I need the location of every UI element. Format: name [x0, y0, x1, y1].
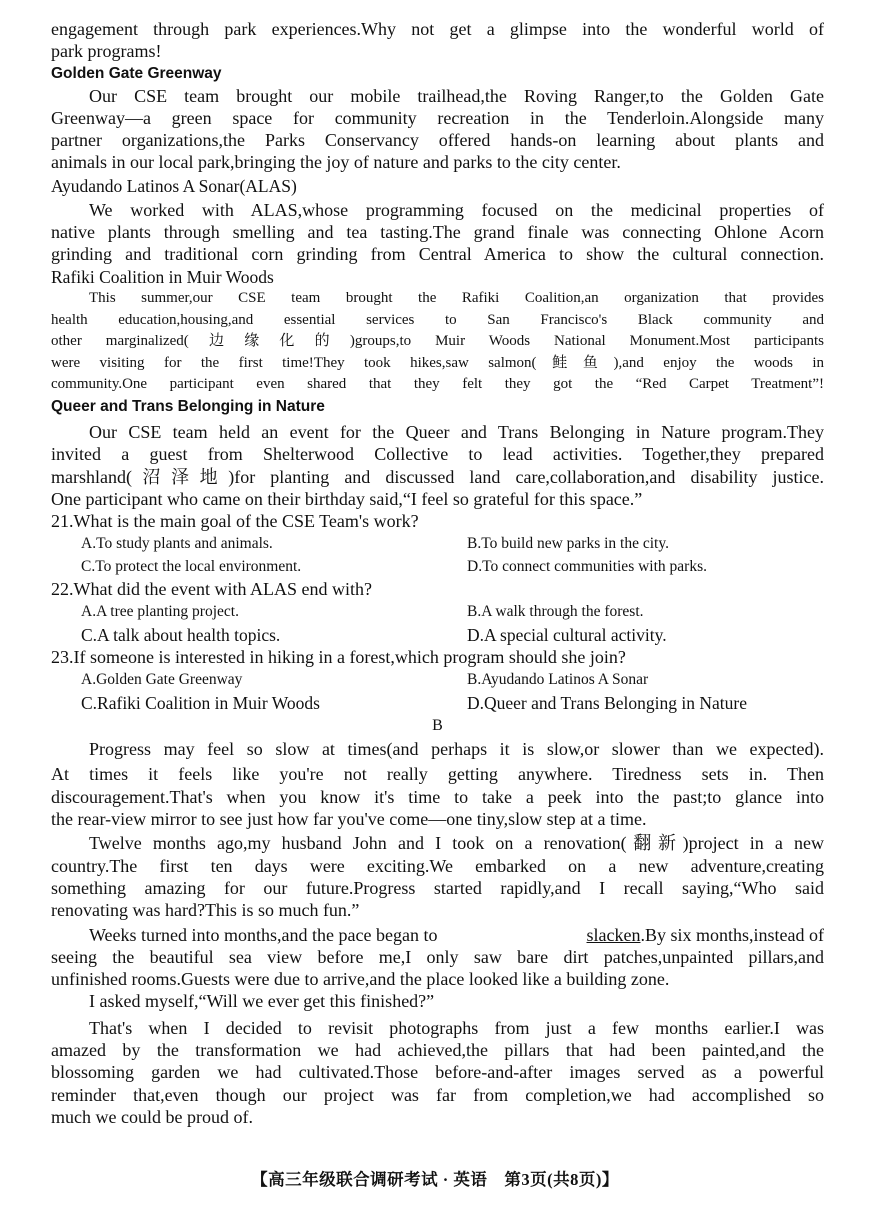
passage-b — [51, 738, 824, 1128]
text-line: I asked myself,“Will we ever get this finished?” — [89, 991, 435, 1012]
text-line: grinding and traditional corn grinding from Central America to show the cultural connection. — [51, 244, 824, 265]
underlined-word: slacken — [586, 924, 641, 945]
text-line: This summer,our CSE team brought the Rafiki Coalition,an organization that provides — [89, 289, 824, 306]
exam-page — [51, 18, 824, 1128]
question-stem: 21.What is the main goal of the CSE Team's work? — [51, 511, 419, 532]
text-line: animals in our local park,bringing the joy of nature and parks to the city center. — [51, 152, 621, 173]
intro-paragraph — [51, 18, 824, 63]
option-row — [51, 533, 824, 556]
text-line: invited a guest from Shelterwood Collective to lead activities. Together,they prepared — [51, 444, 824, 465]
section-heading: Rafiki Coalition in Muir Woods — [51, 266, 274, 287]
option-b: B.To build new parks in the city. — [467, 535, 669, 553]
text-line: blossoming garden we had cultivated.Those before-and-after images served as a powerful — [51, 1062, 824, 1083]
section-heading: Golden Gate Greenway — [51, 64, 222, 82]
option-a: A.A tree planting project. — [81, 603, 239, 621]
text-line: One participant who came on their birthday said,“I feel so grateful for this space.” — [51, 488, 643, 509]
option-row — [51, 601, 824, 624]
option-d: D.Queer and Trans Belonging in Nature — [467, 692, 747, 713]
paragraph — [51, 990, 824, 1012]
text-fragment: Weeks turned into months,and the pace began to — [89, 924, 438, 945]
paragraph — [51, 738, 824, 830]
text-line: the rear-view mirror to see just how far you've come—one tiny,slow step at a time. — [51, 809, 647, 830]
text-line: other marginalized(边缘化的)groups,to Muir Woods National Monument.Most participants — [51, 333, 824, 350]
text-line: marshland(沼泽地)for planting and discussed land care,collaboration,and disability justice. — [51, 466, 824, 487]
text-line: Our CSE team brought our mobile trailhead,the Roving Ranger,to the Golden Gate — [89, 85, 824, 106]
text-line: At times it feels like you're not really getting anywhere. Tiredness sets in. Then — [51, 764, 824, 785]
section-queer-trans — [51, 396, 824, 510]
text-line: something amazing for our future.Progress started rapidly,and I recall saying,“Who said — [51, 877, 824, 898]
option-a: A.To study plants and animals. — [81, 535, 273, 553]
text-line: partner organizations,the Parks Conservancy offered hands-on learning about plants and — [51, 130, 824, 151]
question-21 — [51, 510, 824, 578]
option-d: D.A special cultural activity. — [467, 624, 667, 645]
option-row — [51, 556, 824, 579]
text-line: engagement through park experiences.Why not get a glimpse into the wonderful world of — [51, 19, 824, 39]
option-row — [51, 669, 824, 692]
text-line: Progress may feel so slow at times(and perhaps it is slow,or slower than we expected). — [89, 739, 824, 760]
text-line: Greenway—a green space for community recreation in the Tenderloin.Alongside many — [51, 107, 824, 128]
text-line: That's when I decided to revisit photographs from just a few months earlier.I was — [89, 1017, 824, 1038]
section-heading: Queer and Trans Belonging in Nature — [51, 397, 325, 415]
paragraph — [51, 924, 824, 991]
text-line: community.One participant even shared that they felt they got the “Red Carpet Treatment”! — [51, 376, 824, 393]
text-line: much we could be proud of. — [51, 1106, 253, 1127]
text-line: We worked with ALAS,whose programming focused on the medicinal properties of — [89, 199, 824, 220]
question-22 — [51, 578, 824, 646]
option-a: A.Golden Gate Greenway — [81, 671, 243, 689]
option-b: B.A walk through the forest. — [467, 603, 644, 621]
text-line: native plants through smelling and tea tasting.The grand finale was connecting Ohlone Acorn — [51, 222, 824, 243]
text-fragment — [587, 924, 824, 946]
text-line: park programs! — [51, 41, 162, 62]
text-line: health education,housing,and essential services to San Francisco's Black community and — [51, 311, 824, 328]
section-alas — [51, 174, 824, 266]
text-line: Our CSE team held an event for the Queer and Trans Belonging in Nature program.They — [89, 421, 824, 442]
page-footer: 【高三年级联合调研考试 · 英语 第3页(共8页)】 — [251, 1170, 619, 1189]
text-line: amazed by the transformation we had achieved,the pillars that had been painted,and the — [51, 1039, 824, 1060]
text-line — [51, 924, 824, 946]
option-d: D.To connect communities with parks. — [467, 557, 707, 575]
text-line: were visiting for the first time!They took hikes,saw salmon(鲑鱼),and enjoy the woods in — [51, 354, 824, 371]
option-row — [51, 692, 824, 715]
paragraph — [51, 832, 824, 921]
text-line: discouragement.That's when you know it's time to take a peek into the past;to glance into — [51, 786, 824, 807]
text-line: renovating was hard?This is so much fun.” — [51, 900, 360, 921]
text-fragment: .By six months,instead of — [640, 924, 824, 945]
option-c: C.Rafiki Coalition in Muir Woods — [81, 692, 320, 713]
section-heading: Ayudando Latinos A Sonar(ALAS) — [51, 175, 297, 196]
option-c: C.To protect the local environment. — [81, 557, 302, 575]
text-line: unfinished rooms.Guests were due to arrive,and the place looked like a building zone. — [51, 969, 670, 990]
text-line: reminder that,even though our project was far from completion,we had accomplished so — [51, 1084, 824, 1105]
question-stem: 22.What did the event with ALAS end with? — [51, 579, 372, 600]
text-line: seeing the beautiful sea view before me,I only saw bare dirt patches,unpainted pillars,and — [51, 946, 824, 967]
option-b: B.Ayudando Latinos A Sonar — [467, 671, 649, 689]
section-golden-gate — [51, 63, 824, 174]
text-line: Twelve months ago,my husband John and I took on a renovation(翻新)project in a new — [89, 833, 824, 854]
text-line: country.The first ten days were exciting.We embarked on a new adventure,creating — [51, 855, 824, 876]
option-c: C.A talk about health topics. — [81, 624, 281, 645]
question-stem: 23.If someone is interested in hiking in a forest,which program should she join? — [51, 647, 626, 668]
paragraph — [51, 1017, 824, 1128]
section-b-label: B — [432, 717, 443, 735]
option-row — [51, 624, 824, 647]
section-rafiki — [51, 266, 824, 396]
question-23 — [51, 646, 824, 714]
